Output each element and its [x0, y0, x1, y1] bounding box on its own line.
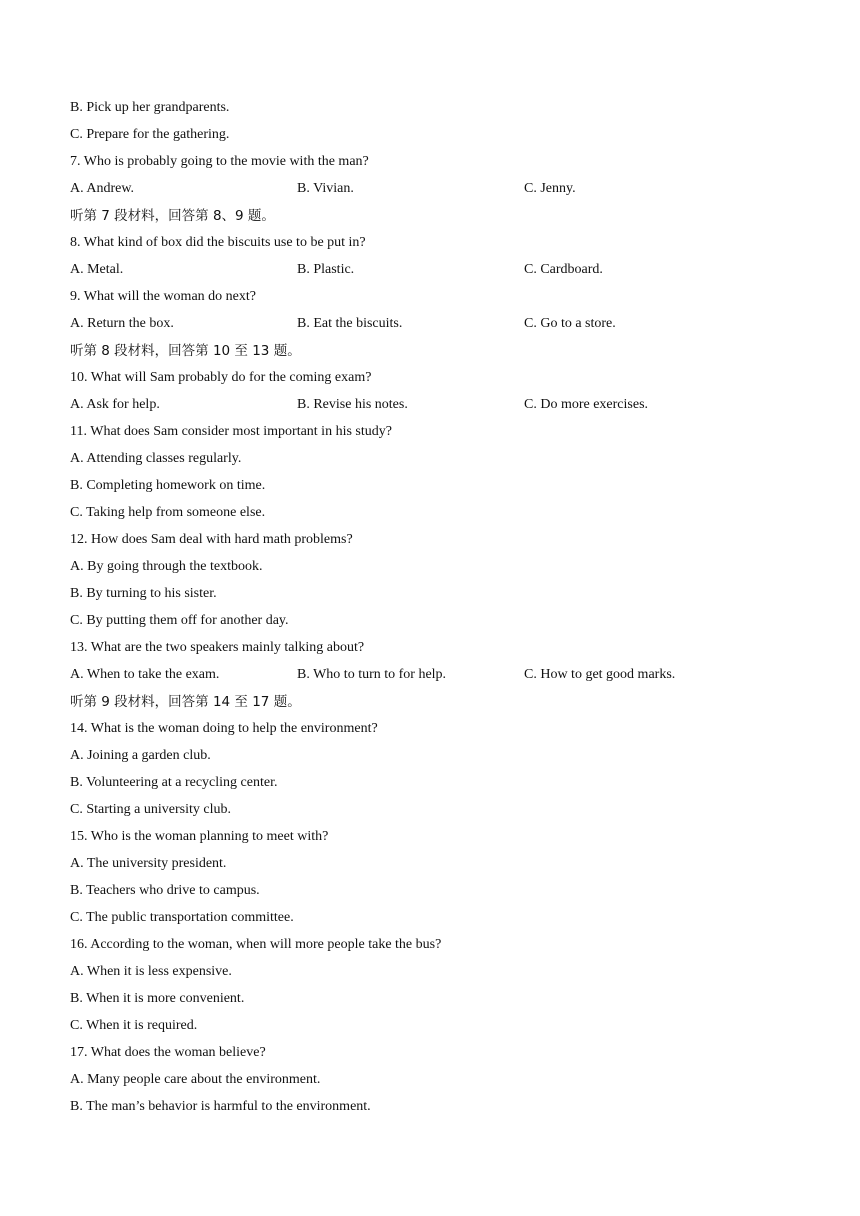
answer-option-b: B. Revise his notes. [297, 397, 408, 412]
answer-option: C. Prepare for the gathering. [70, 127, 230, 142]
answer-option-c: C. How to get good marks. [524, 667, 676, 682]
answer-option-a: A. When to take the exam. [70, 667, 220, 682]
answer-option-c: C. Cardboard. [524, 262, 603, 277]
question-text: 15. Who is the woman planning to meet with? [70, 829, 329, 844]
answer-options-row [70, 177, 790, 204]
answer-option: A. Many people care about the environment. [70, 1072, 321, 1087]
answer-option: B. Volunteering at a recycling center. [70, 775, 278, 790]
answer-options-row [70, 312, 790, 339]
question-text: 13. What are the two speakers mainly talking about? [70, 640, 365, 655]
answer-option: B. By turning to his sister. [70, 586, 217, 601]
answer-option: A. Joining a garden club. [70, 748, 211, 763]
question-text: 7. Who is probably going to the movie with the man? [70, 154, 369, 169]
answer-option-b: B. Vivian. [297, 181, 354, 196]
question-text: 17. What does the woman believe? [70, 1045, 266, 1060]
question-text: 16. According to the woman, when will more people take the bus? [70, 937, 442, 952]
answer-option-a: A. Andrew. [70, 181, 135, 196]
answer-option: B. Completing homework on time. [70, 478, 266, 493]
answer-option-a: A. Ask for help. [70, 397, 160, 412]
section-heading: 听第 7 段材料，回答第 8、9 题。 [70, 208, 275, 224]
answer-option-b: B. Plastic. [297, 262, 355, 277]
answer-option-b: B. Who to turn to for help. [297, 667, 447, 682]
answer-option: B. The man’s behavior is harmful to the environment. [70, 1099, 371, 1114]
question-text: 10. What will Sam probably do for the coming exam? [70, 370, 372, 385]
answer-option: C. Taking help from someone else. [70, 505, 266, 520]
answer-option: A. By going through the textbook. [70, 559, 263, 574]
answer-option-a: A. Metal. [70, 262, 124, 277]
question-text: 11. What does Sam consider most important in his study? [70, 424, 392, 439]
section-heading: 听第 9 段材料，回答第 14 至 17 题。 [70, 694, 301, 710]
answer-option-b: B. Eat the biscuits. [297, 316, 403, 331]
section-heading: 听第 8 段材料，回答第 10 至 13 题。 [70, 343, 301, 359]
answer-option: C. When it is required. [70, 1018, 198, 1033]
answer-option: B. Pick up her grandparents. [70, 100, 230, 115]
answer-options-row [70, 663, 790, 690]
answer-option: B. Teachers who drive to campus. [70, 883, 260, 898]
answer-option: A. When it is less expensive. [70, 964, 232, 979]
answer-option-a: A. Return the box. [70, 316, 174, 331]
answer-option-c: C. Go to a store. [524, 316, 616, 331]
answer-option-c: C. Jenny. [524, 181, 576, 196]
answer-option: A. The university president. [70, 856, 227, 871]
exam-content [70, 96, 790, 1122]
question-text: 12. How does Sam deal with hard math problems? [70, 532, 353, 547]
answer-options-row [70, 393, 790, 420]
answer-option: C. The public transportation committee. [70, 910, 294, 925]
question-text: 9. What will the woman do next? [70, 289, 256, 304]
question-text: 8. What kind of box did the biscuits use to be put in? [70, 235, 366, 250]
answer-option: B. When it is more convenient. [70, 991, 245, 1006]
answer-option: C. Starting a university club. [70, 802, 231, 817]
answer-option-c: C. Do more exercises. [524, 397, 649, 412]
answer-option: C. By putting them off for another day. [70, 613, 289, 628]
answer-option: A. Attending classes regularly. [70, 451, 242, 466]
answer-options-row [70, 258, 790, 285]
question-text: 14. What is the woman doing to help the environment? [70, 721, 378, 736]
